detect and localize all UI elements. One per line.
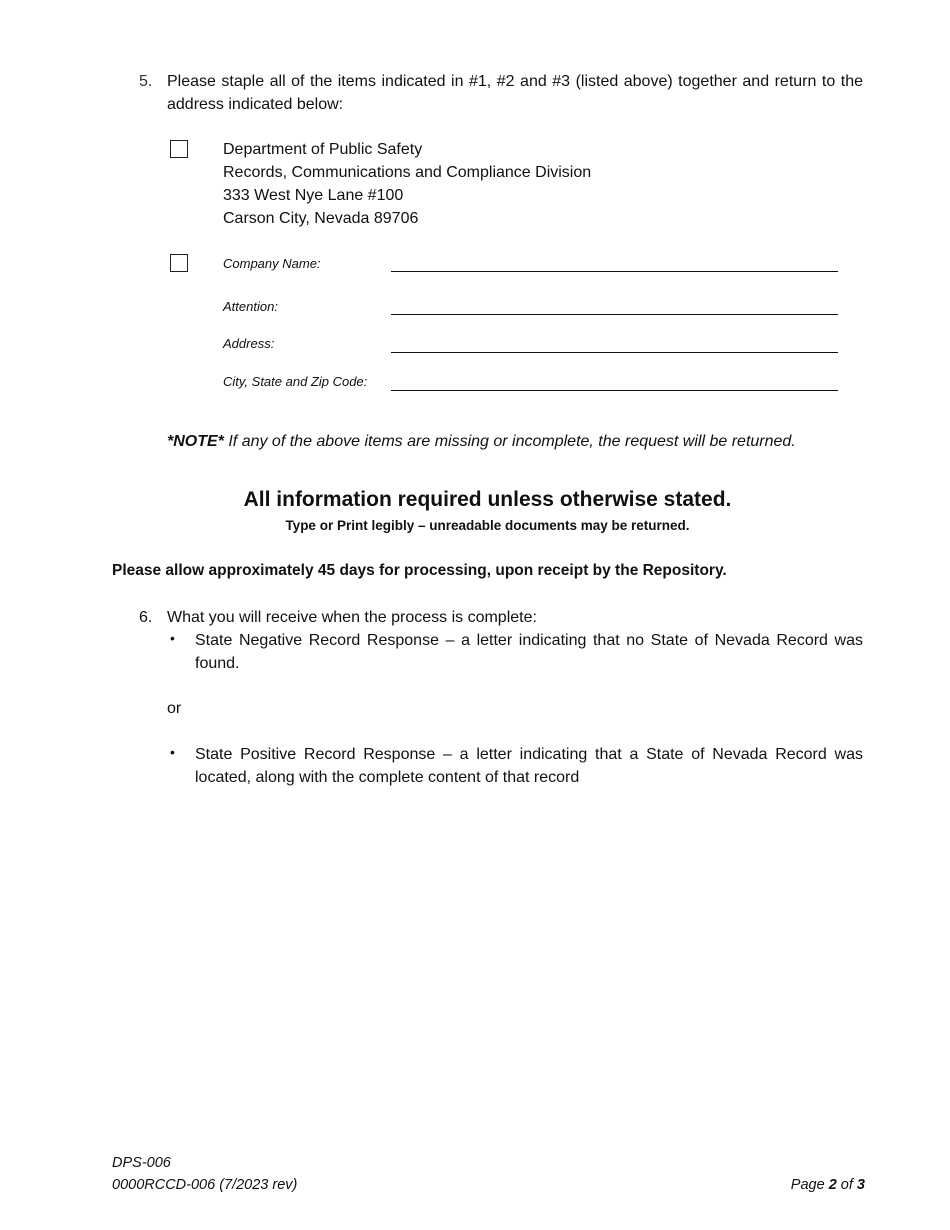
- attention-label: Attention:: [223, 299, 278, 314]
- city-state-zip-label: City, State and Zip Code:: [223, 374, 368, 389]
- item-6-number: 6.: [139, 609, 153, 626]
- note-text: If any of the above items are missing or incomplete, the request will be returned.: [223, 433, 796, 450]
- address-line-2: Records, Communications and Compliance Division: [223, 164, 592, 181]
- note: [167, 433, 796, 451]
- form-revision: 0000RCCD-006 (7/2023 rev): [112, 1177, 298, 1193]
- address-line-3: 333 West Nye Lane #100: [223, 187, 404, 204]
- address-field[interactable]: [391, 332, 838, 353]
- dps-address-checkbox[interactable]: [170, 140, 188, 158]
- item-6-text: What you will receive when the process is complete:: [167, 609, 537, 626]
- city-state-zip-field[interactable]: [391, 370, 838, 391]
- form-id: DPS-006: [112, 1155, 171, 1171]
- other-address-checkbox[interactable]: [170, 254, 188, 272]
- required-info-heading: All information required unless otherwise stated.: [243, 488, 732, 511]
- bullet-icon: •: [170, 744, 175, 760]
- address-label: Address:: [223, 336, 275, 351]
- page-total: 3: [856, 1177, 865, 1193]
- bullet-icon: •: [170, 630, 175, 646]
- page-current: 2: [828, 1177, 837, 1193]
- page-of: of: [836, 1177, 857, 1193]
- address-line-1: Department of Public Safety: [223, 141, 423, 158]
- page-word: Page: [790, 1177, 829, 1193]
- item-5-text: Please staple all of the items indicated in #1, #2 and #3 (listed above) together and return to the address indicated below:: [167, 73, 863, 113]
- page-number: [791, 1177, 865, 1193]
- attention-field[interactable]: [391, 294, 838, 315]
- negative-response-item: State Negative Record Response – a letter indicating that no State of Nevada Record was found.: [195, 632, 863, 672]
- processing-time-notice: Please allow approximately 45 days for processing, upon receipt by the Repository.: [112, 562, 727, 579]
- positive-response-item: State Positive Record Response – a letter indicating that a State of Nevada Record was located, along with the complete content of that record: [195, 746, 863, 786]
- company-name-label: Company Name:: [223, 256, 321, 271]
- dps-address-block: [223, 138, 591, 230]
- or-separator: or: [167, 700, 182, 717]
- address-line-4: Carson City, Nevada 89706: [223, 210, 419, 227]
- legibility-subheading: Type or Print legibly – unreadable documents may be returned.: [285, 518, 690, 533]
- company-name-field[interactable]: [391, 251, 838, 272]
- item-5-number: 5.: [139, 73, 153, 90]
- note-label: *NOTE*: [167, 433, 224, 450]
